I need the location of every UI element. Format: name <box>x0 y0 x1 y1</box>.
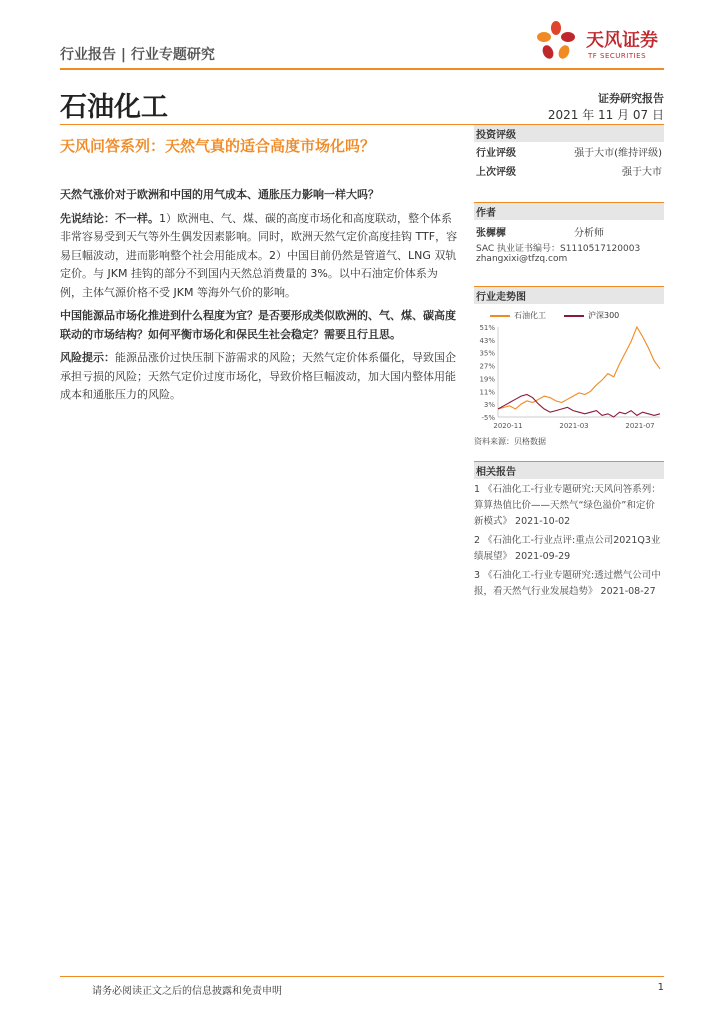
question-1: 天然气涨价对于欧洲和中国的用气成本、通胀压力影响一样大吗？ <box>60 188 379 201</box>
related-report-item[interactable]: 3 《石油化工-行业专题研究:透过燃气公司中报，看天然气行业发展趋势》 2021-08-27 <box>474 570 661 597</box>
sidebar <box>474 124 664 600</box>
prev-rating-label: 上次评级 <box>476 167 516 178</box>
x-tick-label: 2020-11 <box>493 422 523 430</box>
x-tick-label: 2021-07 <box>625 422 655 430</box>
author-title: 分析师 <box>574 228 604 239</box>
series-line-2 <box>498 395 660 418</box>
logo-text-cn: 天风证券 <box>586 30 658 51</box>
prev-rating-row <box>474 161 664 180</box>
industry-rating-value: 强于大市(维持评级) <box>574 148 662 159</box>
company-logo <box>532 20 662 66</box>
related-heading: 相关报告 <box>474 461 664 479</box>
risk-warning <box>60 349 458 405</box>
logo-flower-icon <box>532 20 582 66</box>
page-number: 1 <box>657 982 664 993</box>
report-title: 天风问答系列：天然气真的适合高度市场化吗？ <box>60 137 376 155</box>
chart-legend <box>490 310 664 321</box>
related-report-item[interactable]: 1 《石油化工-行业专题研究:天风问答系列：算算热值比价——天然气“绿色溢价”和定价新模式》 2021-10-02 <box>474 484 661 527</box>
y-tick-label: 19% <box>479 375 495 384</box>
author-email[interactable]: zhangxixi@tfzq.com <box>476 254 568 264</box>
author-sac: SAC 执业证书编号：S1110517120003 <box>476 244 641 254</box>
sector-title: 石油化工 <box>60 92 168 123</box>
industry-rating-label: 行业评级 <box>476 148 516 159</box>
legend-item-1: 石油化工 <box>490 310 546 321</box>
answer-1-text: 1）欧洲电、气、煤、碳的高度市场化和高度联动，整个体系非常容易受到天气等外生偶发因素影响。同时，欧洲天然气定价高度挂钩 TTF，容易巨幅波动，进而影响整个社会用能成本。2）中国目前仍然是管道气、LNG 双轨定价。与 JKM 挂钩的部分不到国内天然总消费量的 3%。以中石油定价体系为例，主体气源价格不受 JKM 等海外气价的影响。 <box>60 211 458 299</box>
risk-text: 能源品涨价过快压制下游需求的风险；天然气定价体系僵化，导致国企承担亏损的风险；天然气定价过度市场化，导致价格巨幅波动，加大国内整体用能成本和通胀压力的风险。 <box>60 351 456 401</box>
author-name: 张樨樨 <box>476 228 506 239</box>
prev-rating-value: 强于大市 <box>622 167 662 178</box>
report-type-label: 证券研究报告 <box>598 92 664 105</box>
legend-item-2: 沪深300 <box>564 310 619 321</box>
rating-heading: 投资评级 <box>474 124 664 142</box>
logo-text-en: TF SECURITIES <box>588 52 647 60</box>
y-tick-label: -5% <box>481 414 495 422</box>
related-reports-list <box>474 482 664 600</box>
risk-label: 风险提示： <box>60 351 115 364</box>
y-tick-label: 43% <box>479 336 495 345</box>
footer-disclaimer[interactable]: 请务必阅读正文之后的信息披露和免责申明 <box>92 986 282 997</box>
answer-1-label: 先说结论：不一样。 <box>60 211 159 225</box>
y-tick-label: 3% <box>483 401 495 410</box>
y-tick-label: 27% <box>479 362 495 371</box>
trend-heading: 行业走势图 <box>474 286 664 304</box>
x-tick-label: 2021-03 <box>559 422 589 430</box>
y-tick-label: 51% <box>479 324 495 332</box>
author-heading: 作者 <box>474 202 664 220</box>
doc-type: 行业报告 | 行业专题研究 <box>60 47 215 63</box>
industry-rating-row <box>474 142 664 161</box>
header-divider <box>60 68 664 70</box>
chart-source: 资料来源：贝格数据 <box>474 437 546 446</box>
footer-divider <box>60 976 664 977</box>
trend-chart <box>474 323 664 431</box>
question-2: 中国能源品市场化推进到什么程度为宜？是否要形成类似欧洲的、气、煤、碳高度联动的市场结构？如何平衡市场化和保民生社会稳定？需要且行且思。 <box>60 309 456 341</box>
related-report-item[interactable]: 2 《石油化工-行业点评:重点公司2021Q3业绩展望》 2021-09-29 <box>474 535 661 562</box>
main-content <box>60 186 458 410</box>
report-date: 2021 年 11 月 07 日 <box>547 108 664 122</box>
author-row <box>474 220 664 241</box>
answer-1 <box>60 210 458 303</box>
series-line-1 <box>498 327 660 409</box>
y-tick-label: 11% <box>479 388 495 397</box>
y-tick-label: 35% <box>479 349 495 358</box>
